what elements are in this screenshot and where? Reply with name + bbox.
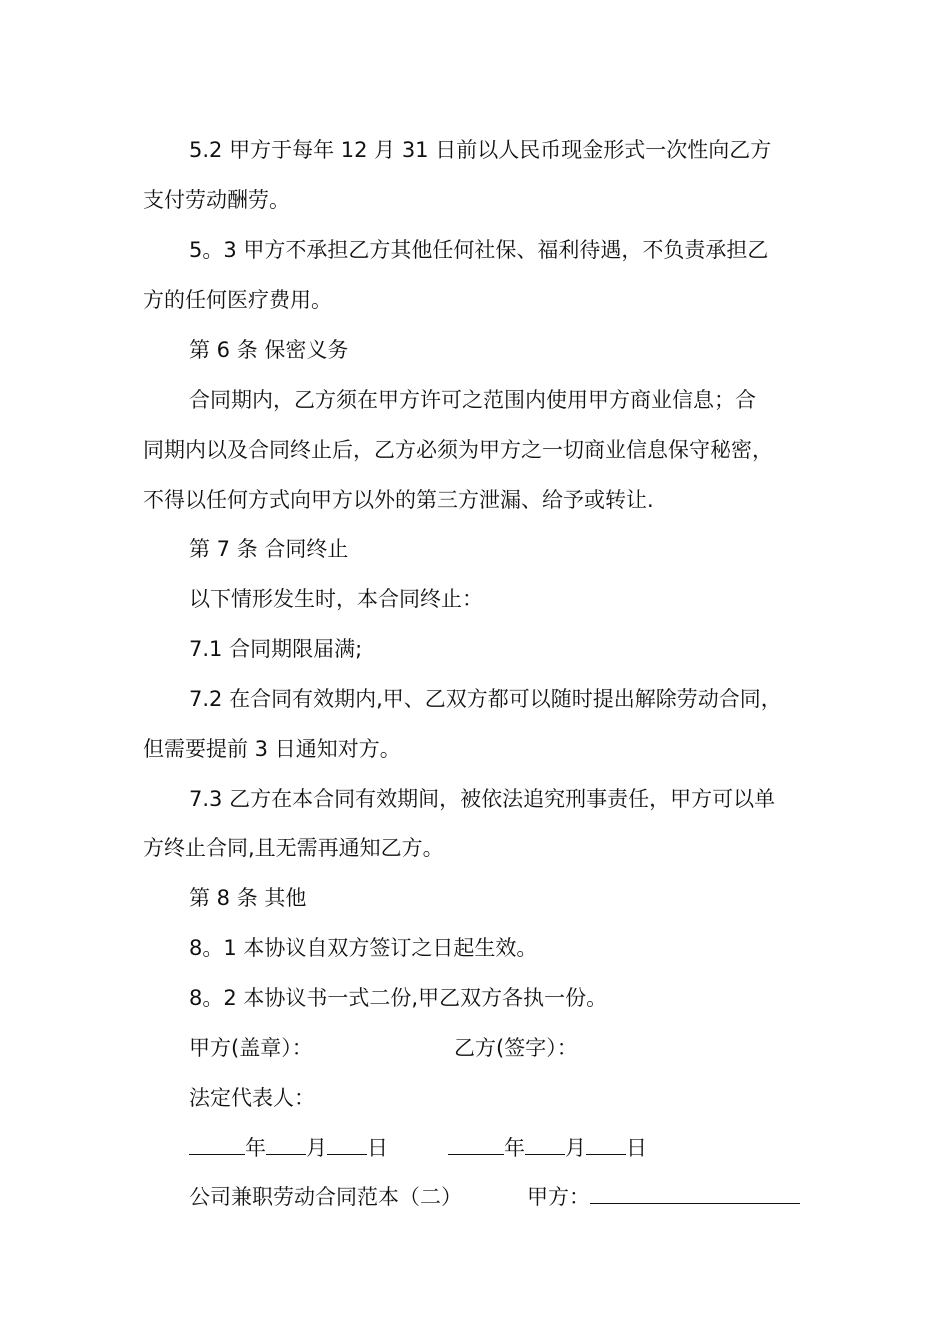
clause-5-3-line-2: 方的任何医疗费用。: [143, 288, 332, 312]
month-label: 月: [565, 1136, 586, 1160]
party-a-date: [189, 1134, 388, 1162]
month-blank: [266, 1134, 306, 1155]
article-6-line-2: 同期内以及合同终止后，乙方必须为甲方之一切商业信息保守秘密，: [143, 438, 773, 462]
year-blank: [189, 1134, 245, 1155]
day-label: 日: [626, 1136, 647, 1160]
year-blank: [448, 1134, 504, 1155]
clause-7-2-line-2: 但需要提前 3 日通知对方。: [143, 737, 401, 761]
year-label: 年: [245, 1136, 266, 1160]
clause-7-1: 7.1 合同期限届满;: [189, 637, 363, 661]
article-6-line-3: 不得以任何方式向甲方以外的第三方泄漏、给予或转让.: [143, 488, 654, 512]
clause-5-2-line-2: 支付劳动酬劳。: [143, 188, 290, 212]
footer-party-a: [527, 1183, 800, 1211]
party-a-blank: [590, 1183, 800, 1204]
footer-party-a-label: 甲方：: [527, 1185, 590, 1209]
year-label: 年: [504, 1136, 525, 1160]
template-title: 公司兼职劳动合同范本（二）: [189, 1185, 462, 1209]
legal-rep-label: 法定代表人：: [189, 1086, 315, 1110]
article-8-heading: 第 8 条 其他: [189, 886, 307, 910]
party-a-seal-label: 甲方(盖章）：: [189, 1036, 313, 1060]
clause-7-3-line-1: 7.3 乙方在本合同有效期间，被依法追究刑事责任，甲方可以单: [189, 787, 776, 811]
article-6-heading: 第 6 条 保密义务: [189, 338, 349, 362]
month-blank: [525, 1134, 565, 1155]
day-blank: [327, 1134, 367, 1155]
article-7-intro: 以下情形发生时，本合同终止：: [189, 587, 483, 611]
clause-7-3-line-2: 方终止合同,且无需再通知乙方。: [143, 836, 444, 860]
party-b-date: [448, 1134, 647, 1162]
clause-8-2: 8。2 本协议书一式二份,甲乙双方各执一份。: [189, 986, 608, 1010]
article-7-heading: 第 7 条 合同终止: [189, 537, 349, 561]
clause-7-2-line-1: 7.2 在合同有效期内,甲、乙双方都可以随时提出解除劳动合同，: [189, 687, 782, 711]
clause-8-1: 8。1 本协议自双方签订之日起生效。: [189, 936, 538, 960]
day-label: 日: [367, 1136, 388, 1160]
clause-5-2-line-1: 5.2 甲方于每年 12 月 31 日前以人民币现金形式一次性向乙方: [189, 138, 772, 162]
month-label: 月: [306, 1136, 327, 1160]
article-6-line-1: 合同期内，乙方须在甲方许可之范围内使用甲方商业信息；合: [189, 388, 756, 412]
party-b-sign-label: 乙方(签字）：: [454, 1036, 578, 1060]
clause-5-3-line-1: 5。3 甲方不承担乙方其他任何社保、福利待遇，不负责承担乙: [189, 238, 769, 262]
day-blank: [586, 1134, 626, 1155]
